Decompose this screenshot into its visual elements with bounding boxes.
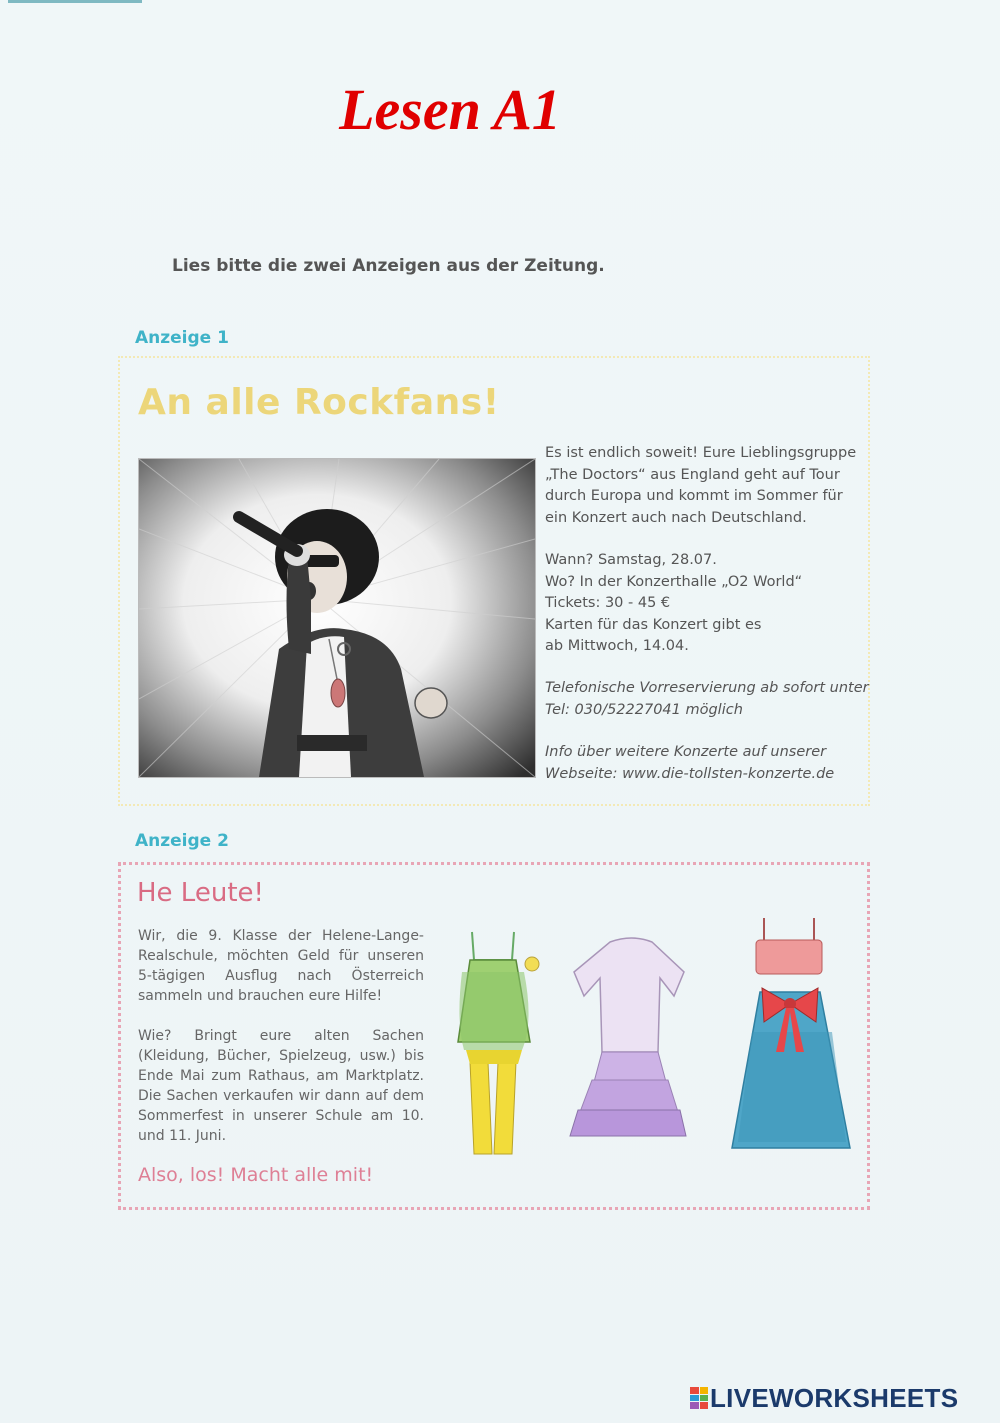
green-top-outfit	[458, 932, 539, 1154]
blue-skirt-outfit	[732, 918, 850, 1148]
corner-accent-bar	[8, 0, 142, 3]
liveworksheets-logo	[690, 1384, 958, 1412]
ad1-details: Wann? Samstag, 28.07. Wo? In der Konzerthalle „O2 World“ Tickets: 30 - 45 € Karten für das Konzert gibt es ab Mittwoch, 14.04.	[545, 552, 803, 654]
ad2-paragraph-1: Wir, die 9. Klasse der Helene-Lange-Realschule, möchten Geld für unseren 5-tägigen Ausflug nach Österreich sammeln und brauchen eure Hilfe!	[138, 928, 424, 1004]
liveworksheets-logo-icon	[690, 1387, 708, 1409]
ad1-phone-note: Telefonische Vorreservierung ab sofort unter Tel: 030/52227041 möglich	[545, 680, 869, 718]
ad2-closing: Also, los! Macht alle mit!	[138, 1164, 374, 1186]
instruction-text: Lies bitte die zwei Anzeigen aus der Zeitung.	[172, 256, 605, 276]
ad2-label: Anzeige 2	[135, 831, 229, 851]
ad1-label: Anzeige 1	[135, 328, 229, 348]
ad1-web-note: Info über weitere Konzerte auf unserer Webseite: www.die-tollsten-konzerte.de	[545, 744, 835, 782]
ad2-paragraph-2: Wie? Bringt eure alten Sachen (Kleidung, Bücher, Spielzeug, usw.) bis Ende Mai zum Rathaus, am Marktplatz. Die Sachen verkaufen wir dann auf dem Sommerfest in unserer Schule am 10. und 11. Juni.	[138, 1028, 424, 1144]
rock-singer-illustration	[138, 458, 536, 778]
ad1-headline: An alle Rockfans!	[138, 382, 500, 423]
ad1-intro: Es ist endlich soweit! Eure Lieblingsgruppe „The Doctors“ aus England geht auf Tour durch Europa und kommt im Sommer für ein Konzert auch nach Deutschland.	[545, 445, 857, 526]
lilac-dress-outfit	[570, 938, 686, 1136]
ad2-headline: He Leute!	[137, 878, 264, 908]
page-title: Lesen A1	[339, 77, 561, 142]
clothes-illustration	[452, 912, 852, 1174]
liveworksheets-logo-text: LIVEWORKSHEETS	[710, 1382, 959, 1413]
